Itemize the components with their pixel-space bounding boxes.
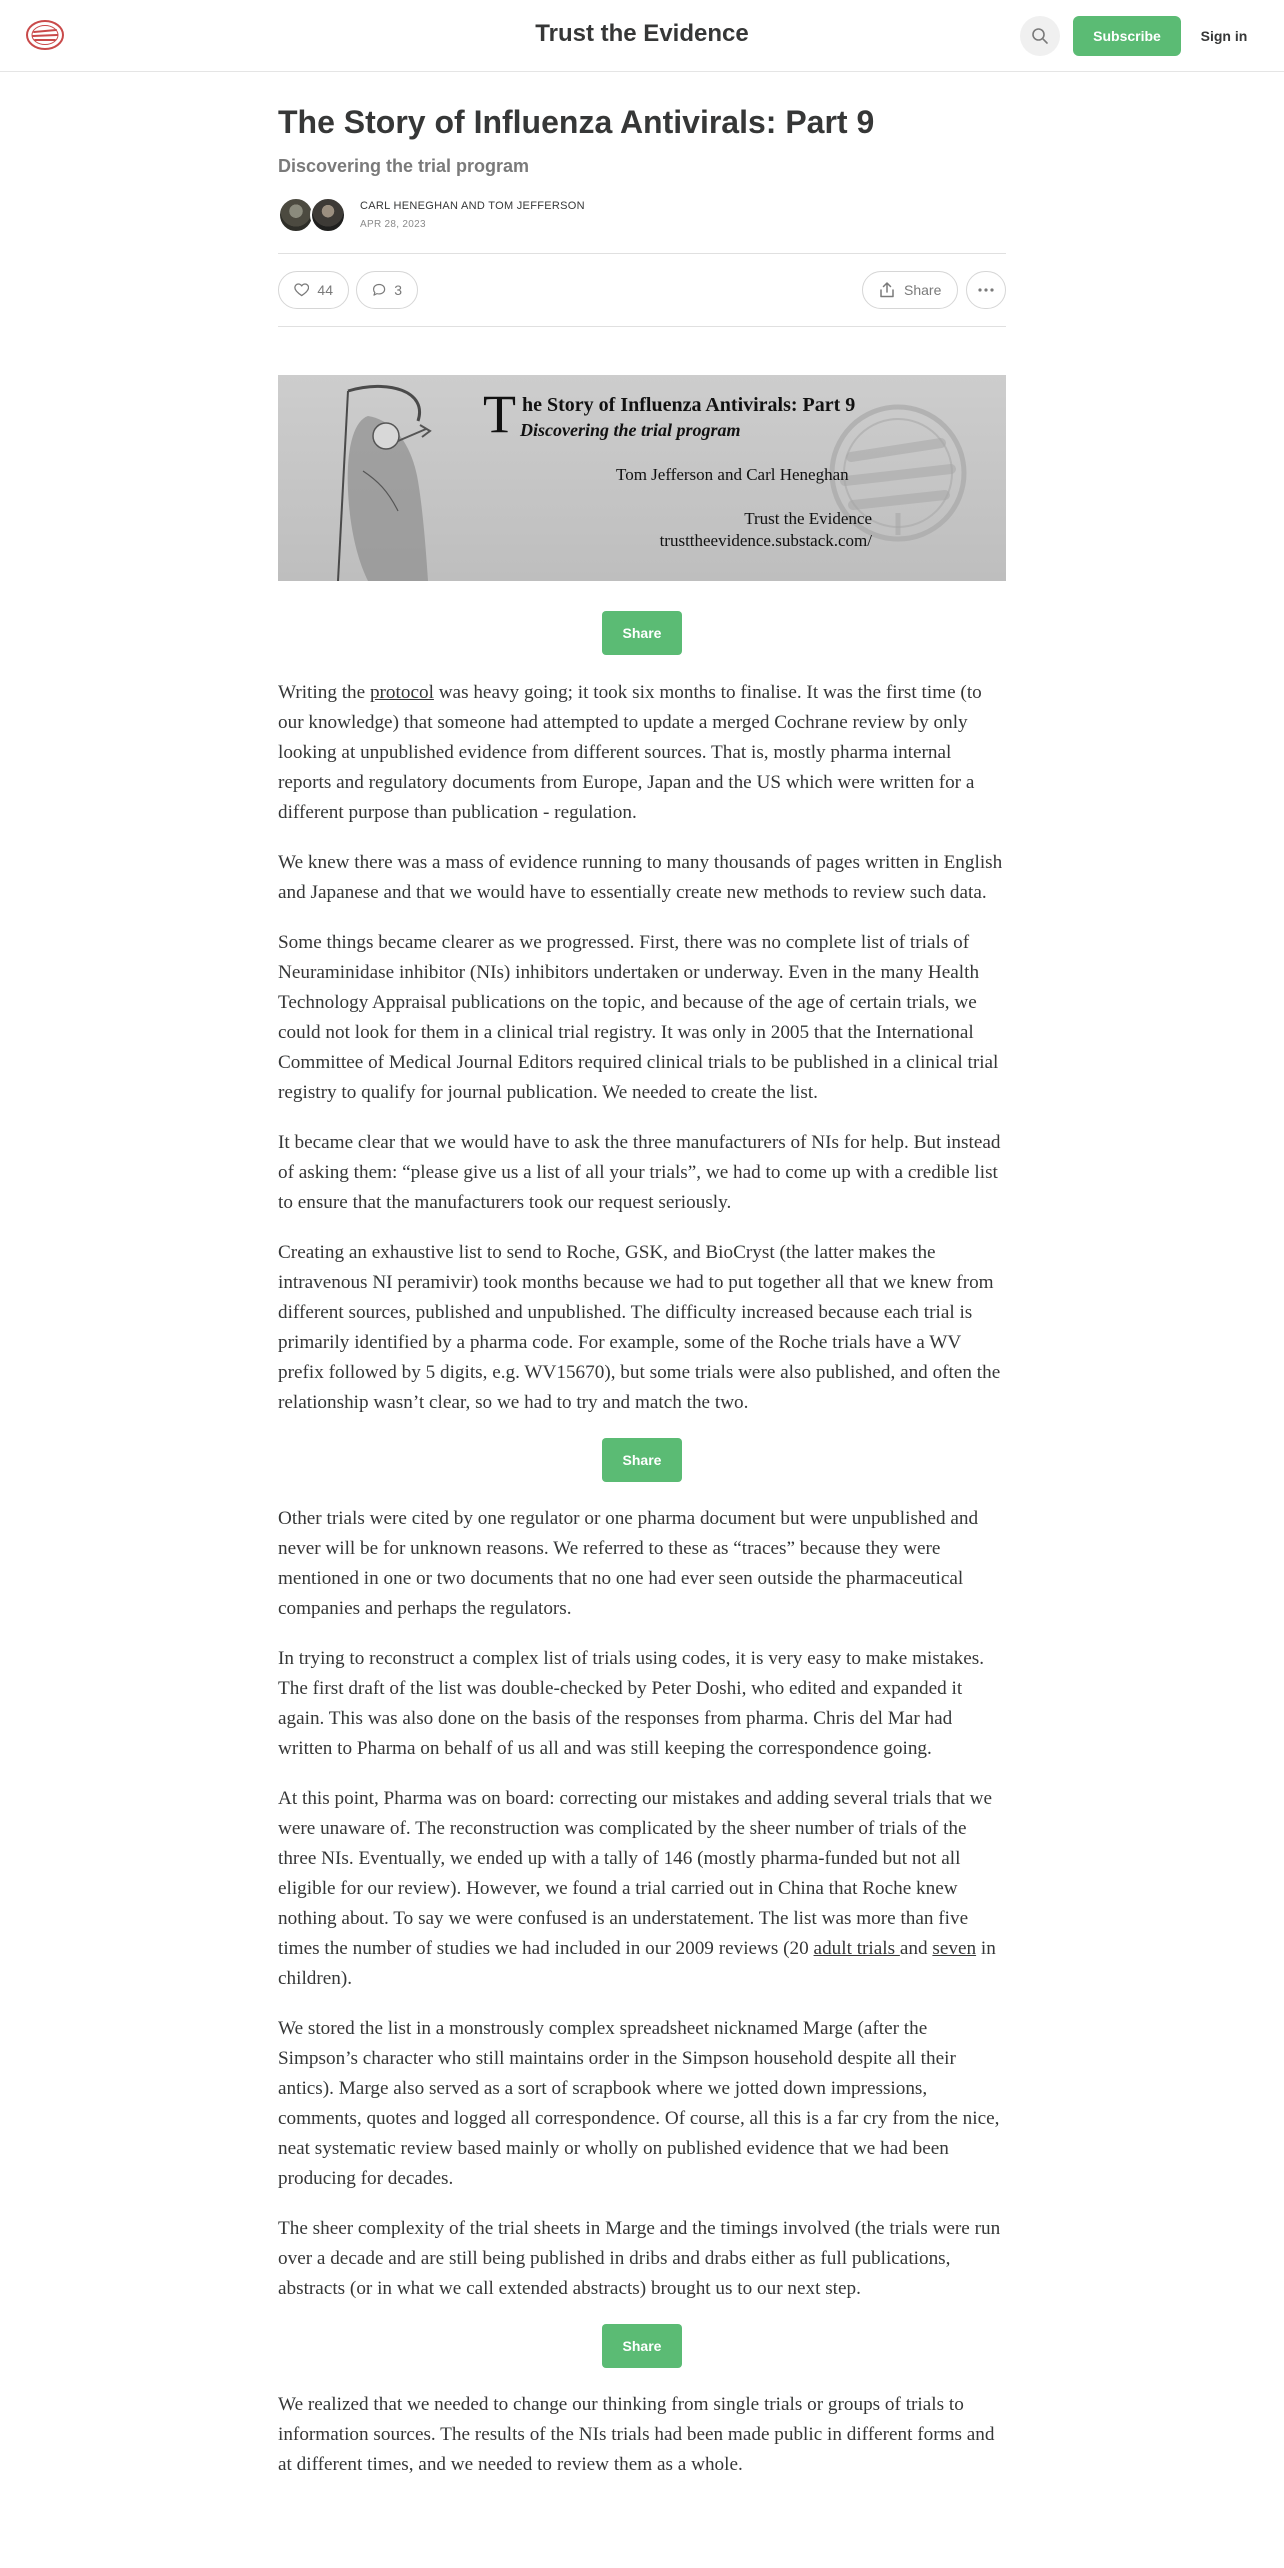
trust-the-evidence-stamp-icon [24,16,66,54]
hero-url: trusttheevidence.substack.com/ [659,531,872,550]
paragraph-5: Creating an exhaustive list to send to Roche, GSK, and BioCryst (the latter makes the intravenous NI peramivir) took months because we had to put together all that we knew from different sources, published and unpublished. The difficulty increased because each trial is primarily identified by a pharma code. For example, some of the Roche trials have a WV prefix followed by 5 digits, e.g. WV15670), but some trials were also published, and often the relationship wasn’t clear, so we had to try and match the two. [278,1242,1001,1413]
share-row-1 [278,611,1006,655]
hero-title-initial: T [483,384,516,444]
share-row-2 [278,1438,1006,1482]
byline-authors[interactable]: CARL HENEGHAN AND TOM JEFFERSON [360,200,585,212]
author-avatar-carl[interactable] [278,197,314,233]
byline [278,195,1006,235]
sign-in-button[interactable]: Sign in [1200,28,1248,44]
comment-icon [372,281,386,299]
paragraph-8-text-a: At this point, Pharma was on board: correcting our mistakes and adding several trials that we were unaware of. The reconstruction was complicated by the sheer number of trials of the three NIs. Eventually, we ended up with a tally of 146 (mostly pharma-funded but not all eligible for our review). However, we found a trial carried out in China that Roche knew nothing about. To say we were confused is an understatement. The list was more than five times the number of studies we had included in our 2009 reviews (20 [278,1788,993,1959]
paragraph-1-text-b: was heavy going; it took six months to finalise. It was the first time (to our knowledge) that someone had attempted to update a merged Cochrane review by only looking at unpublished evidence from different sources. That is, mostly pharma internal reports and regulatory documents from Europe, Japan and the US which were written for a different purpose than publication - regulation. [278,682,982,823]
paragraph-9: We stored the list in a monstrously complex spreadsheet nicknamed Marge (after the Simpson’s character who still maintains order in the Simpson household despite all their antics). Marge also served as a sort of scrapbook where we jotted down impressions, comments, quotes and logged all correspondence. Of course, all this is a far cry from the nice, neat systematic review based mainly or wholly on published evidence that we had been producing for decades. [278,2018,1000,2189]
share-button-1[interactable]: Share [602,611,682,655]
like-button[interactable] [278,271,349,309]
paragraph-1-text-a: Writing the [278,682,370,703]
article-body-final [278,2390,1006,2480]
paragraph-2: We knew there was a mass of evidence running to many thousands of pages written in English and Japanese and that we would have to essentially create new methods to review such data. [278,852,1003,903]
ellipsis-icon [977,287,995,293]
share-pill-label: Share [904,282,942,298]
hero-title: he Story of Influenza Antivirals: Part 9 [522,394,856,416]
grim-reaper-illustration-icon [308,381,458,581]
top-navigation-bar [0,0,1284,72]
author-avatar-tom[interactable] [310,197,346,233]
paragraph-4: It became clear that we would have to ask the three manufacturers of NIs for help. But instead of asking them: “please give us a list of all your trials”, we had to come up with a credible list to ensure that the manufacturers took our request seriously. [278,1132,1001,1213]
hero-subtitle: Discovering the trial program [520,420,741,440]
post-title: The Story of Influenza Antivirals: Part 9 [278,104,875,140]
share-button-2[interactable]: Share [602,1438,682,1482]
paragraph-1 [278,678,1006,828]
paragraph-8-text-b: and [899,1938,933,1959]
seven-trials-link[interactable]: seven [932,1938,977,1959]
hero-authors: Tom Jefferson and Carl Heneghan [616,465,849,484]
adult-trials-link[interactable]: adult trials [813,1938,900,1959]
share-pill-button[interactable] [862,271,958,309]
share-icon [878,281,896,299]
article-body [278,678,1006,1418]
paragraph-6: Other trials were cited by one regulator or one pharma document but were unpublished and never will be for unknown reasons. We referred to these as “traces” because they were mentioned in one or two documents that no one had ever seen outside the pharmaceutical companies and perhaps the regulators. [278,1508,979,1619]
paragraph-10: The sheer complexity of the trial sheets in Marge and the timings involved (the trials were run over a decade and are still being published in dribs and drabs either as full publications, abstracts (or in what we call extended abstracts) brought us to our next step. [278,2218,1001,2299]
hero-image[interactable] [278,375,1006,581]
post-subtitle: Discovering the trial program [278,156,530,176]
share-row-3 [278,2324,1006,2368]
heart-icon [294,282,309,298]
share-button-3[interactable]: Share [602,2324,682,2368]
paragraph-7: In trying to reconstruct a complex list of trials using codes, it is very easy to make mistakes. The first draft of the list was double-checked by Peter Doshi, who edited and expanded it again. This was also done on the basis of the responses from pharma. Chris del Mar had written to Pharma on behalf of us all and was still keeping the correspondence going. [278,1648,985,1759]
search-icon [1031,27,1049,45]
site-title[interactable]: Trust the Evidence [535,20,749,47]
paragraph-8 [278,1784,1006,1994]
paragraph-11: We realized that we needed to change our thinking from single trials or groups of trials to information sources. The results of the NIs trials had been made public in different forms and at different times, and we needed to review them as a whole. [278,2394,995,2475]
paragraph-3: Some things became clearer as we progressed. First, there was no complete list of trials of Neuraminidase inhibitor (NIs) inhibitors undertaken or underway. Even in the many Health Technology Appraisal publications on the topic, and because of the age of certain trials, we could not look for them in a clinical trial registry. It was only in 2005 that the International Committee of Medical Journal Editors required clinical trials to be published in a clinical trial registry to qualify for journal publication. We needed to create the list. [278,932,999,1103]
paragraph-8-text-c: in children). [278,1938,996,1989]
protocol-link[interactable]: protocol [369,682,434,703]
post-action-bar [278,253,1006,327]
subscribe-button[interactable]: Subscribe [1073,16,1181,56]
post-date: APR 28, 2023 [360,219,426,230]
more-options-button[interactable] [966,271,1006,309]
article-body-continued [278,1504,1006,2304]
hero-brand: Trust the Evidence [744,509,872,528]
post-container [278,72,1006,2500]
like-count: 44 [317,282,333,298]
publication-logo[interactable] [24,16,66,54]
comment-count: 3 [394,282,402,298]
search-button[interactable] [1020,16,1060,56]
comment-button[interactable] [356,271,418,309]
